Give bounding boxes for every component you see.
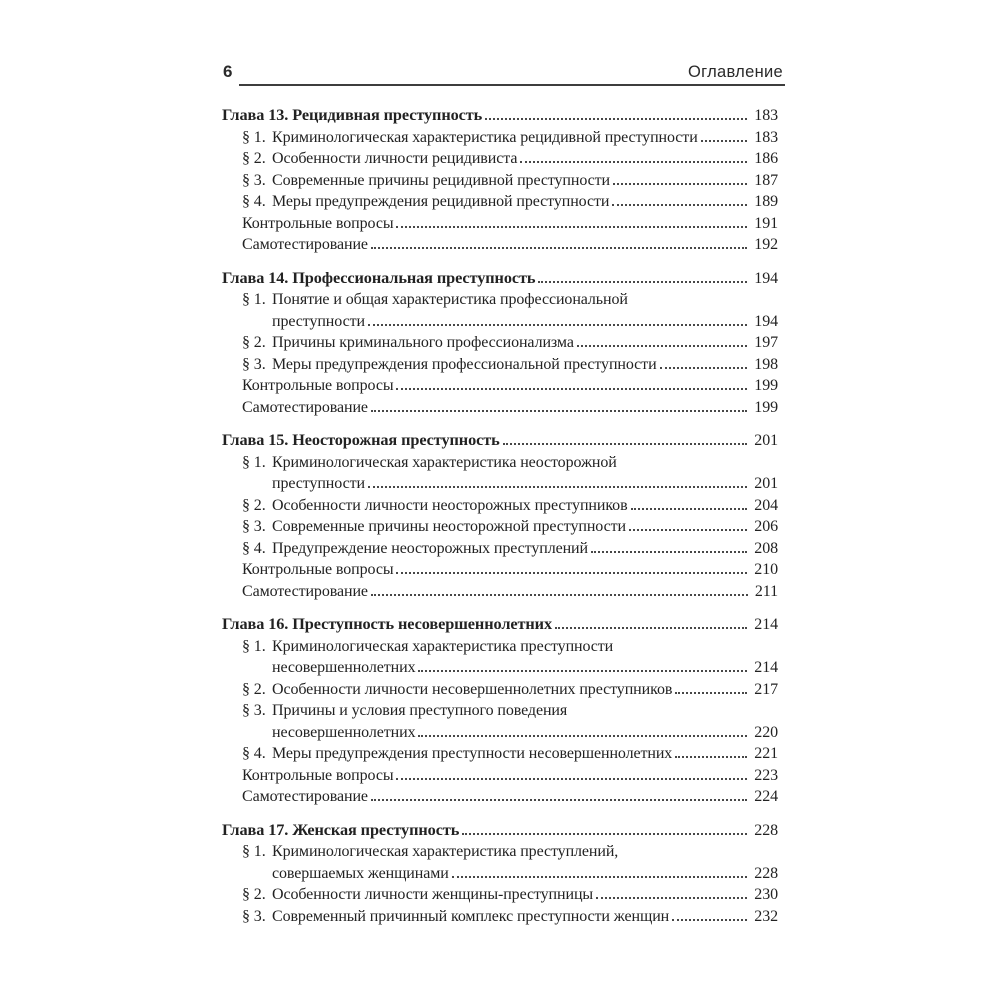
chapter-page-number: 228 bbox=[754, 821, 778, 839]
toc-entry-continuation-row bbox=[222, 863, 778, 885]
paragraph-mark: § 1. bbox=[242, 291, 266, 308]
chapter-title: Глава 13. Рецидивная преступность bbox=[222, 105, 483, 124]
entry-text: Особенности личности рецидивиста bbox=[272, 150, 518, 167]
paragraph-mark: § 4. bbox=[242, 539, 266, 557]
header-rule bbox=[239, 84, 785, 86]
toc-entry-row bbox=[222, 700, 778, 722]
toc-entry-row bbox=[222, 375, 778, 397]
entry-text: Предупреждение неосторожных преступлений bbox=[272, 539, 588, 557]
dot-leader bbox=[396, 572, 747, 574]
dot-leader bbox=[701, 140, 748, 142]
dot-leader bbox=[612, 204, 747, 206]
dot-leader bbox=[368, 486, 747, 488]
dot-leader bbox=[503, 443, 748, 445]
dot-leader bbox=[371, 799, 747, 801]
dot-leader bbox=[371, 594, 748, 596]
dot-leader bbox=[396, 778, 747, 780]
entry-text: Причины криминального профессионализма bbox=[272, 334, 574, 351]
toc-entry-row bbox=[222, 289, 778, 311]
entry-page-number: 217 bbox=[754, 680, 778, 698]
dot-leader bbox=[591, 551, 747, 553]
dot-leader bbox=[371, 247, 747, 249]
entry-text: Понятие и общая характеристика профессиональной bbox=[272, 291, 628, 308]
entry-text-continued: преступности bbox=[272, 312, 365, 330]
entry-text: Меры предупреждения преступности несовершеннолетних bbox=[272, 745, 673, 762]
dot-leader bbox=[371, 410, 747, 412]
toc-entry-row bbox=[222, 191, 778, 213]
dot-leader bbox=[660, 367, 748, 369]
paragraph-mark: § 1. bbox=[242, 843, 266, 860]
dot-leader bbox=[577, 345, 747, 347]
entry-page-number: 230 bbox=[754, 886, 778, 903]
toc-entry-continuation-row bbox=[222, 657, 778, 679]
toc-chapter bbox=[222, 613, 778, 808]
dot-leader bbox=[675, 692, 747, 694]
entry-text-continued: совершаемых женщинами bbox=[272, 864, 449, 882]
entry-text: Современные причины неосторожной преступности bbox=[272, 518, 626, 535]
paragraph-mark: § 1. bbox=[242, 128, 266, 146]
chapter-page-number: 214 bbox=[754, 616, 778, 633]
paragraph-mark: § 2. bbox=[242, 680, 266, 698]
toc-entry-row bbox=[222, 636, 778, 658]
toc-entry-row bbox=[222, 559, 778, 581]
entry-text: Контрольные вопросы bbox=[242, 214, 394, 232]
dot-leader bbox=[596, 897, 747, 899]
toc-chapter bbox=[222, 104, 778, 256]
toc-entry-row bbox=[222, 841, 778, 863]
entry-text: Особенности личности несовершеннолетних преступников bbox=[272, 680, 673, 698]
entry-text: Причины и условия преступного поведения bbox=[272, 702, 568, 719]
entry-text: Самотестирование bbox=[242, 582, 368, 600]
toc-entry-row bbox=[222, 127, 778, 149]
toc-entry-row bbox=[222, 495, 778, 517]
toc-entry-row bbox=[222, 516, 778, 538]
dot-leader bbox=[452, 876, 748, 878]
entry-page-number: 197 bbox=[754, 334, 778, 351]
toc-entry-row bbox=[222, 743, 778, 765]
entry-page-number: 199 bbox=[754, 398, 778, 416]
dot-leader bbox=[675, 756, 747, 758]
toc-entry-continuation-row bbox=[222, 473, 778, 495]
entry-text: Меры предупреждения рецидивной преступности bbox=[272, 193, 610, 210]
entry-text: Современный причинный комплекс преступности женщин bbox=[272, 907, 670, 925]
dot-leader bbox=[672, 919, 747, 921]
paragraph-mark: § 2. bbox=[242, 334, 266, 351]
paragraph-mark: § 3. bbox=[242, 518, 266, 535]
paragraph-mark: § 2. bbox=[242, 150, 266, 167]
dot-leader bbox=[368, 324, 747, 326]
running-head-title: Оглавление bbox=[688, 63, 783, 81]
entry-text-continued: преступности bbox=[272, 475, 365, 492]
toc-entry-row bbox=[222, 765, 778, 787]
chapter-title-row bbox=[222, 819, 778, 842]
book-page bbox=[222, 0, 783, 927]
dot-leader bbox=[538, 281, 747, 283]
entry-page-number: 206 bbox=[754, 518, 778, 535]
entry-page-number: 186 bbox=[754, 150, 778, 167]
chapter-title: Глава 16. Преступность несовершеннолетних bbox=[222, 614, 552, 633]
chapter-title-row bbox=[222, 104, 778, 127]
entry-text: Контрольные вопросы bbox=[242, 377, 394, 394]
paragraph-mark: § 2. bbox=[242, 886, 266, 903]
paragraph-mark: § 1. bbox=[242, 637, 266, 655]
paragraph-mark: § 3. bbox=[242, 355, 266, 373]
dot-leader bbox=[629, 529, 747, 531]
chapter-page-number: 194 bbox=[754, 269, 778, 287]
entry-text: Самотестирование bbox=[242, 788, 368, 805]
dot-leader bbox=[462, 833, 747, 835]
dot-leader bbox=[396, 226, 747, 228]
entry-page-number: 191 bbox=[754, 214, 778, 232]
toc-entry-row bbox=[222, 538, 778, 560]
entry-page-number: 210 bbox=[754, 561, 778, 578]
chapter-page-number: 201 bbox=[754, 432, 778, 449]
entry-text: Самотестирование bbox=[242, 236, 368, 253]
dot-leader bbox=[555, 627, 747, 629]
entry-text: Современные причины рецидивной преступности bbox=[272, 171, 611, 189]
paragraph-mark: § 3. bbox=[242, 702, 266, 719]
entry-text: Особенности личности неосторожных преступников bbox=[272, 496, 628, 514]
entry-page-number: 211 bbox=[754, 582, 778, 600]
toc-entry-row bbox=[222, 786, 778, 808]
chapter-title-row bbox=[222, 429, 778, 452]
toc-chapter bbox=[222, 429, 778, 602]
toc-entry-row bbox=[222, 581, 778, 603]
dot-leader bbox=[418, 735, 747, 737]
entry-page-number: 194 bbox=[754, 312, 778, 330]
chapter-title: Глава 14. Профессиональная преступность bbox=[222, 267, 536, 287]
toc-entry-row bbox=[222, 234, 778, 256]
paragraph-mark: § 3. bbox=[242, 171, 266, 189]
entry-text: Криминологическая характеристика преступлений, bbox=[272, 843, 619, 860]
entry-page-number: 204 bbox=[754, 496, 778, 514]
toc-entry-row bbox=[222, 354, 778, 376]
entry-text: Контрольные вопросы bbox=[242, 766, 394, 784]
toc-entry-continuation-row bbox=[222, 311, 778, 333]
entry-page-number: 201 bbox=[754, 475, 778, 492]
entry-text-continued: несовершеннолетних bbox=[272, 723, 416, 741]
paragraph-mark: § 3. bbox=[242, 907, 266, 925]
entry-page-number: 187 bbox=[754, 171, 778, 189]
toc-entry-row bbox=[222, 332, 778, 354]
paragraph-mark: § 4. bbox=[242, 745, 266, 762]
entry-page-number: 198 bbox=[754, 355, 778, 373]
paragraph-mark: § 4. bbox=[242, 193, 266, 210]
entry-text: Самотестирование bbox=[242, 398, 368, 416]
entry-page-number: 208 bbox=[754, 539, 778, 557]
toc-entry-row bbox=[222, 679, 778, 701]
chapter-title: Глава 17. Женская преступность bbox=[222, 819, 460, 839]
dot-leader bbox=[396, 388, 747, 390]
page-number-folio: 6 bbox=[223, 62, 233, 81]
entry-text: Криминологическая характеристика преступности bbox=[272, 637, 614, 655]
entry-text: Криминологическая характеристика рецидивной преступности bbox=[272, 128, 698, 146]
toc-entry-row bbox=[222, 170, 778, 192]
toc-entry-row bbox=[222, 906, 778, 928]
toc-chapter bbox=[222, 819, 778, 928]
entry-text-continued: несовершеннолетних bbox=[272, 659, 416, 676]
entry-page-number: 192 bbox=[754, 236, 778, 253]
entry-page-number: 214 bbox=[754, 659, 778, 676]
toc-entry-row bbox=[222, 148, 778, 170]
entry-page-number: 224 bbox=[754, 788, 778, 805]
paragraph-mark: § 2. bbox=[242, 496, 266, 514]
dot-leader bbox=[418, 670, 747, 672]
entry-text: Особенности личности женщины-преступницы bbox=[272, 886, 594, 903]
entry-text: Контрольные вопросы bbox=[242, 561, 394, 578]
entry-page-number: 199 bbox=[754, 377, 778, 394]
chapter-title: Глава 15. Неосторожная преступность bbox=[222, 430, 500, 449]
toc-entry-row bbox=[222, 213, 778, 235]
toc-entry-row bbox=[222, 884, 778, 906]
entry-page-number: 228 bbox=[754, 864, 778, 882]
entry-page-number: 183 bbox=[754, 128, 778, 146]
dot-leader bbox=[631, 508, 748, 510]
chapter-title-row bbox=[222, 613, 778, 636]
chapter-title-row bbox=[222, 267, 778, 290]
entry-page-number: 189 bbox=[754, 193, 778, 210]
dot-leader bbox=[520, 161, 747, 163]
paragraph-mark: § 1. bbox=[242, 453, 266, 471]
entry-text: Криминологическая характеристика неосторожной bbox=[272, 453, 617, 471]
toc-chapter bbox=[222, 267, 778, 419]
dot-leader bbox=[485, 118, 747, 120]
dot-leader bbox=[613, 183, 747, 185]
entry-page-number: 221 bbox=[754, 745, 778, 762]
page-header bbox=[222, 62, 783, 86]
entry-page-number: 232 bbox=[754, 907, 778, 925]
chapter-page-number: 183 bbox=[754, 107, 778, 124]
toc-entry-row bbox=[222, 397, 778, 419]
toc bbox=[222, 104, 778, 927]
entry-page-number: 220 bbox=[754, 723, 778, 741]
toc-entry-continuation-row bbox=[222, 722, 778, 744]
entry-text: Меры предупреждения профессиональной преступности bbox=[272, 355, 657, 373]
toc-entry-row bbox=[222, 452, 778, 474]
entry-page-number: 223 bbox=[754, 766, 778, 784]
